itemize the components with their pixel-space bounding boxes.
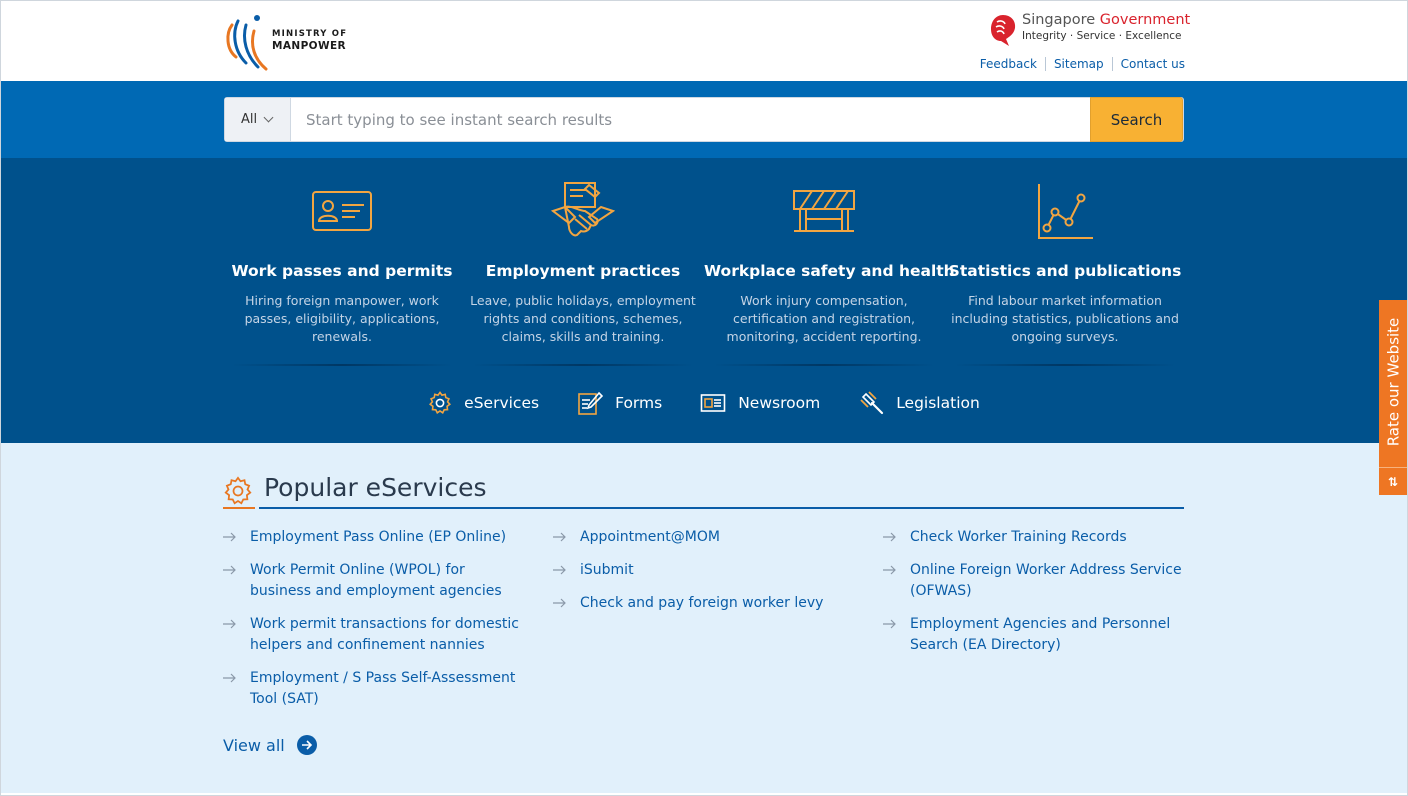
topic-work-passes[interactable] <box>222 180 462 346</box>
gov-word1: Singapore <box>1022 12 1096 28</box>
merlion-lion-icon <box>989 13 1017 47</box>
topic-desc: Hiring foreign manpower, work passes, eligibility, applications, renewals. <box>244 293 440 344</box>
contact-us-link[interactable]: Contact us <box>1112 57 1185 71</box>
topic-divider <box>714 364 934 366</box>
logo-line2: MANPOWER <box>272 40 347 52</box>
topic-statistics[interactable] <box>945 180 1185 346</box>
eservices-column-1 <box>223 527 523 722</box>
id-card-icon <box>222 180 462 244</box>
handshake-icon <box>463 180 703 244</box>
gov-tagline: Integrity · Service · Excellence <box>1022 30 1182 42</box>
site-header <box>1 1 1407 81</box>
rate-label: Rate our Website <box>1384 317 1403 447</box>
search-scope-select[interactable] <box>225 98 291 141</box>
arrow-right-icon <box>553 565 567 575</box>
arrow-right-icon <box>553 598 567 608</box>
chevron-down-icon <box>264 113 274 123</box>
eservice-link[interactable] <box>223 560 523 602</box>
arrow-right-icon <box>883 565 897 575</box>
gov-word2: Government <box>1099 12 1191 28</box>
topic-title: Statistics and publications <box>948 262 1182 280</box>
quicklink-label: eServices <box>464 394 540 412</box>
quicklink-label: Forms <box>615 394 663 412</box>
arrow-right-icon <box>223 565 237 575</box>
quick-links <box>1 390 1407 416</box>
topic-desc: Leave, public holidays, employment rights and conditions, schemes, claims, skills and training. <box>470 293 696 344</box>
quicklink-legislation[interactable] <box>858 390 980 416</box>
eservice-link[interactable] <box>223 668 523 710</box>
eservice-label: iSubmit <box>580 562 634 578</box>
rate-website-tab[interactable] <box>1379 300 1407 495</box>
gear-icon <box>223 476 253 510</box>
newspaper-icon <box>700 393 726 413</box>
eservices-column-3 <box>883 527 1183 668</box>
eservice-label: Appointment@MOM <box>580 529 720 545</box>
topic-workplace-safety[interactable] <box>704 180 955 346</box>
arrow-right-icon <box>883 619 897 629</box>
quicklink-forms[interactable] <box>577 390 662 416</box>
eservice-label: Employment / S Pass Self-Assessment Tool (SAT) <box>250 670 516 707</box>
topic-employment-practices[interactable] <box>463 180 703 346</box>
eservice-link[interactable] <box>883 614 1183 656</box>
eservice-link[interactable] <box>553 560 853 581</box>
quicklink-label: Legislation <box>896 394 980 412</box>
eservice-link[interactable] <box>553 593 853 614</box>
quicklink-label: Newsroom <box>738 394 821 412</box>
sort-arrows-icon: ⇅ <box>1379 467 1407 495</box>
feedback-link[interactable]: Feedback <box>979 57 1037 71</box>
eservice-label: Check Worker Training Records <box>910 529 1127 545</box>
arrow-circle-right-icon <box>297 735 317 755</box>
view-all-link[interactable] <box>223 735 317 755</box>
topics-band <box>1 158 1407 443</box>
sitemap-link[interactable]: Sitemap <box>1045 57 1112 71</box>
search-input[interactable] <box>292 98 1092 141</box>
popular-eservices-section <box>1 443 1407 793</box>
logo-line1: MINISTRY OF <box>272 29 348 39</box>
arrow-right-icon <box>553 532 567 542</box>
logo-text <box>272 28 347 52</box>
gavel-icon <box>858 390 884 416</box>
eservice-link[interactable] <box>553 527 853 548</box>
gear-icon <box>428 391 452 415</box>
arrow-right-icon <box>223 673 237 683</box>
utility-links <box>972 57 1185 71</box>
topic-desc: Work injury compensation, certification and registration, monitoring, accident reporting. <box>726 293 922 344</box>
eservice-link[interactable] <box>223 527 523 548</box>
line-chart-icon <box>945 180 1185 244</box>
rate-label-wrap <box>1379 300 1407 464</box>
search-scope-value: All <box>241 112 258 127</box>
topic-title: Employment practices <box>485 262 681 280</box>
eservice-link[interactable] <box>223 614 523 656</box>
topic-title: Work passes and permits <box>231 262 453 280</box>
eservice-label: Work permit transactions for domestic helpers and confinement nannies <box>250 616 519 653</box>
topic-desc: Find labour market information including statistics, publications and ongoing surveys. <box>951 293 1179 344</box>
form-edit-icon <box>577 390 603 416</box>
arrow-right-icon <box>883 532 897 542</box>
eservice-link[interactable] <box>883 527 1183 548</box>
singapore-government-badge[interactable] <box>989 12 1189 48</box>
topic-title: Workplace safety and health <box>704 262 955 280</box>
eservice-label: Employment Pass Online (EP Online) <box>250 529 507 545</box>
topic-divider <box>473 364 693 366</box>
arrow-right-icon <box>223 532 237 542</box>
barricade-icon <box>704 180 944 244</box>
heading-accent <box>223 507 255 509</box>
view-all-label: View all <box>223 735 285 755</box>
popular-title: Popular eServices <box>264 473 487 502</box>
arrow-right-icon <box>223 619 237 629</box>
eservice-link[interactable] <box>883 560 1183 602</box>
quicklink-eservices[interactable] <box>428 390 539 416</box>
topic-divider <box>232 364 452 366</box>
search-band <box>1 81 1407 158</box>
search-button[interactable]: Search <box>1090 97 1183 142</box>
eservices-column-2 <box>553 527 853 626</box>
eservice-label: Online Foreign Worker Address Service (OFWAS) <box>910 562 1182 599</box>
eservice-label: Employment Agencies and Personnel Search (EA Directory) <box>910 616 1171 653</box>
search-box <box>224 97 1184 142</box>
eservice-label: Check and pay foreign worker levy <box>580 595 824 611</box>
quicklink-newsroom[interactable] <box>700 390 820 416</box>
heading-rule <box>259 507 1184 509</box>
topic-divider <box>955 364 1175 366</box>
mom-logo-icon <box>224 11 270 73</box>
popular-header <box>223 471 1184 511</box>
mom-logo[interactable] <box>224 11 364 73</box>
gov-name <box>1022 12 1190 28</box>
eservice-label: Work Permit Online (WPOL) for business and employment agencies <box>250 562 502 599</box>
